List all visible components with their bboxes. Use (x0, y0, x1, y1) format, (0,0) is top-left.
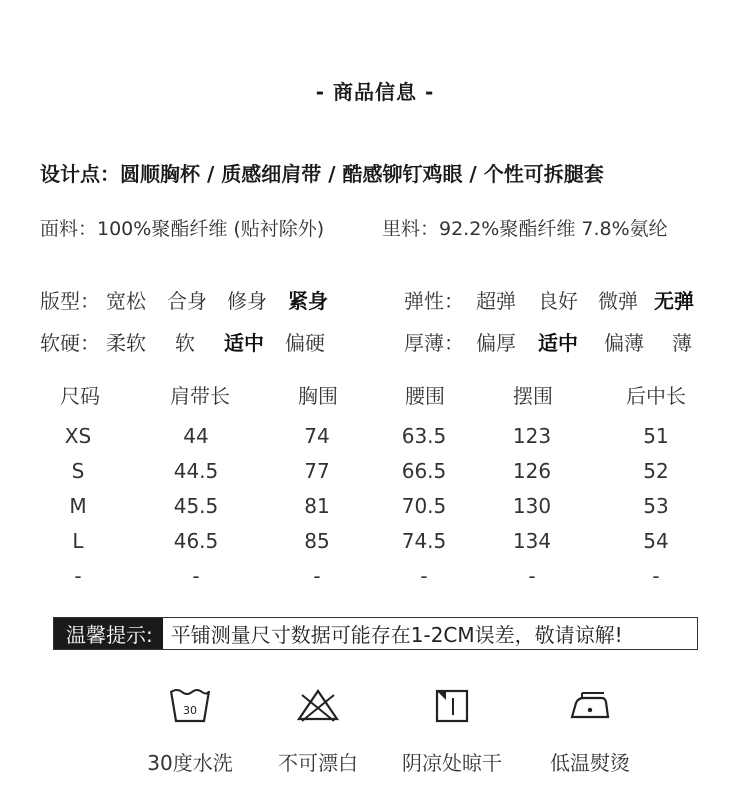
thickness-row (404, 327, 724, 357)
table-cell: - (528, 564, 536, 588)
fit-option: 修身 (227, 289, 267, 313)
table-cell: 51 (643, 424, 669, 448)
elasticity-option: 超弹 (476, 289, 516, 313)
table-cell: M (69, 494, 87, 518)
table-cell: 66.5 (401, 459, 447, 483)
elasticity-row (404, 285, 724, 315)
table-cell: 74.5 (401, 529, 447, 553)
softness-row (40, 327, 370, 357)
fit-option-selected: 紧身 (288, 289, 328, 313)
shade-dry-icon (430, 685, 474, 725)
softness-label: 软硬： (40, 331, 100, 355)
softness-option: 软 (175, 331, 195, 355)
table-header: 尺码 (60, 384, 100, 408)
care-label: 不可漂白 (278, 751, 358, 775)
elasticity-option-selected: 无弹 (654, 289, 694, 313)
softness-option: 柔软 (106, 331, 146, 355)
notice-label: 温馨提示: (54, 618, 163, 649)
table-header: 后中长 (626, 384, 686, 408)
table-cell: - (652, 564, 660, 588)
care-dry (372, 685, 532, 776)
table-header: 胸围 (298, 384, 338, 408)
table-cell: XS (64, 424, 92, 448)
table-header: 摆围 (513, 384, 553, 408)
table-cell: 63.5 (401, 424, 447, 448)
elasticity-option: 微弹 (598, 289, 638, 313)
table-cell: 46.5 (173, 529, 219, 553)
table-cell: S (71, 459, 85, 483)
softness-option-selected: 适中 (224, 331, 264, 355)
low-iron-icon (568, 685, 612, 725)
table-cell: 126 (512, 459, 552, 483)
table-cell: 130 (512, 494, 552, 518)
table-cell: L (72, 529, 84, 553)
table-cell: 44 (183, 424, 209, 448)
wash-30-icon (168, 685, 212, 725)
care-label: 低温熨烫 (550, 751, 630, 775)
outer-fabric: 面料：100%聚酯纤维 (贴衬除外) (40, 218, 325, 240)
wash-temp-text: 30 (183, 704, 197, 717)
thickness-option-selected: 适中 (538, 331, 578, 355)
fit-label: 版型： (40, 289, 100, 313)
table-header: 腰围 (405, 384, 445, 408)
fit-option: 宽松 (106, 289, 146, 313)
fit-option: 合身 (167, 289, 207, 313)
softness-option: 偏硬 (285, 331, 325, 355)
table-cell: 77 (304, 459, 330, 483)
elasticity-label: 弹性： (404, 289, 464, 313)
table-cell: 81 (304, 494, 330, 518)
lining-fabric: 里料：92.2%聚酯纤维 7.8%氨纶 (382, 218, 668, 240)
table-cell: - (420, 564, 428, 588)
thickness-option: 偏薄 (604, 331, 644, 355)
table-cell: - (74, 564, 82, 588)
thickness-option: 薄 (672, 331, 692, 355)
table-cell: - (192, 564, 200, 588)
page-title: - 商品信息 - (315, 80, 435, 104)
design-points: 设计点：圆顺胸杯 / 质感细肩带 / 酷感铆钉鸡眼 / 个性可拆腿套 (40, 162, 604, 186)
table-cell: 52 (643, 459, 669, 483)
elasticity-option: 良好 (538, 289, 578, 313)
table-cell: - (313, 564, 321, 588)
table-header: 肩带长 (170, 384, 230, 408)
table-cell: 134 (512, 529, 552, 553)
measurement-notice (53, 617, 698, 650)
care-label: 阴凉处晾干 (402, 751, 502, 775)
table-cell: 54 (643, 529, 669, 553)
fit-row (40, 285, 370, 315)
table-cell: 123 (512, 424, 552, 448)
notice-message: 平铺测量尺寸数据可能存在1-2CM误差，敬请谅解! (170, 623, 623, 647)
no-bleach-icon (296, 685, 340, 725)
thickness-label: 厚薄： (404, 331, 464, 355)
table-cell: 85 (304, 529, 330, 553)
table-cell: 45.5 (173, 494, 219, 518)
table-cell: 44.5 (173, 459, 219, 483)
table-cell: 53 (643, 494, 669, 518)
table-cell: 70.5 (401, 494, 447, 518)
table-cell: 74 (304, 424, 330, 448)
care-iron (510, 685, 670, 776)
thickness-option: 偏厚 (476, 331, 516, 355)
care-label: 30度水洗 (147, 751, 233, 775)
